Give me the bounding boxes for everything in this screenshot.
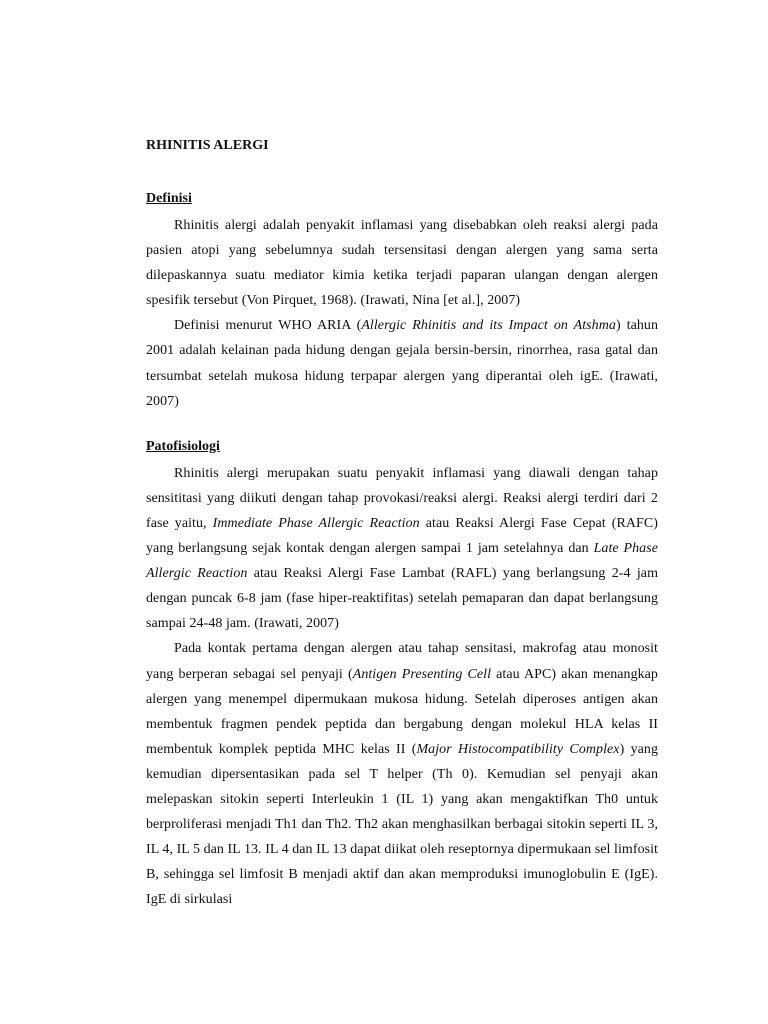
paragraph-text: Pada kontak pertama dengan alergen atau tahap sensitasi, makrofag atau monosit yang berperan sebagai sel penyaji ( — [146, 641, 658, 682]
paragraph-patofisiologi-1 — [146, 461, 658, 637]
document-page — [146, 136, 658, 912]
italic-term: Immediate Phase Allergic Reaction — [212, 515, 420, 531]
paragraph-text: Definisi menurut WHO ARIA ( — [174, 318, 362, 334]
paragraph-text: atau Reaksi Alergi Fase Cepat (RAFC) yang berlangsung sejak kontak dengan alergen sampai 1 jam setelahnya dan — [146, 515, 658, 557]
paragraph-definisi-1 — [146, 213, 658, 313]
paragraph-patofisiologi-2 — [146, 636, 658, 912]
section-heading-patofisiologi: Patofisiologi — [146, 438, 220, 454]
paragraph-text: atau APC) akan menangkap alergen yang menempel dipermukaan mukosa hidung. Setelah diperoses antigen akan membentuk fragmen pendek peptida dan bergabung dengan molekul HLA kelas II membentuk komplek peptida MHC kelas II ( — [146, 666, 658, 757]
italic-term: Late Phase Allergic Reaction — [146, 541, 658, 582]
italic-term: Allergic Rhinitis and its Impact on Atshma — [361, 318, 616, 334]
section-patofisiologi — [146, 436, 658, 913]
paragraph-text: ) tahun 2001 adalah kelainan pada hidung dengan gejala bersin-bersin, rinorrhea, rasa gatal dan tersumbat setelah mukosa hidung terpapar alergen yang diperantai oleh igE. (Irawati, 2007) — [146, 318, 658, 409]
section-definisi — [146, 188, 658, 414]
document-title: RHINITIS ALERGI — [146, 138, 269, 153]
italic-term: Major Histocompatibility Complex — [416, 741, 620, 757]
paragraph-definisi-2 — [146, 313, 658, 413]
spacer — [146, 156, 658, 188]
spacer — [146, 414, 658, 436]
paragraph-text: Rhinitis alergi adalah penyakit inflamasi yang disebabkan oleh reaksi alergi pada pasien atopi yang sebelumnya sudah tersensitasi dengan alergen yang sama serta dilepaskannya suatu mediator kimia ketika terjadi paparan ulangan dengan alergen spesifik tersebut (Von Pirquet, 1968). (Irawati, Nina [et al.], 2007) — [146, 218, 658, 309]
italic-term: Antigen Presenting Cell — [352, 666, 492, 682]
paragraph-text: atau Reaksi Alergi Fase Lambat (RAFL) yang berlangsung 2-4 jam dengan puncak 6-8 jam (fase hiper-reaktifitas) setelah pemaparan dan dapat berlangsung sampai 24-48 jam. (Irawati, 2007) — [146, 566, 659, 632]
paragraph-text: Rhinitis alergi merupakan suatu penyakit inflamasi yang diawali dengan tahap sensititasi yang diikuti dengan tahap provokasi/reaksi alergi. Reaksi alergi terdiri dari 2 fase yaitu, — [146, 465, 658, 531]
section-heading-definisi: Definisi — [146, 191, 192, 206]
paragraph-text: ) yang kemudian dipersentasikan pada sel T helper (Th 0). Kemudian sel penyaji akan melepaskan sitokin seperti Interleukin 1 (IL 1) yang akan mengaktifkan Th0 untuk berproliferasi menjadi Th1 dan Th2. Th2 akan menghasilkan berbagai sitokin seperti IL 3, IL 4, IL 5 dan IL 13. IL 4 dan IL 13 dapat diikat oleh reseptornya dipermukaan sel limfosit B, sehingga sel limfosit B menjadi aktif dan akan memproduksi imunoglobulin E (IgE). IgE di sirkulasi — [146, 741, 658, 908]
